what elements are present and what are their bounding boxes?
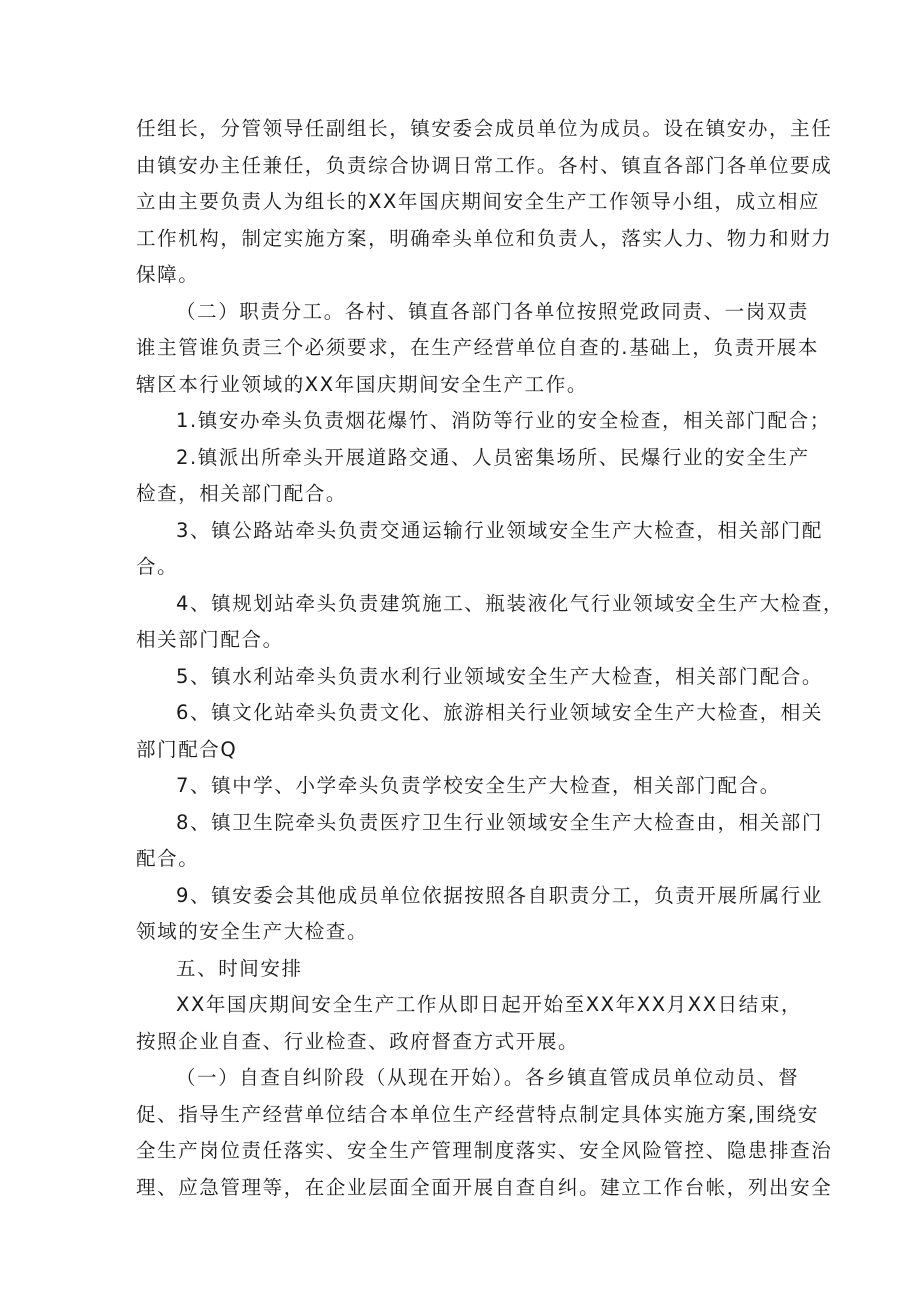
list-item-4 xyxy=(136,586,845,659)
text-line: 领域的安全生产大检查。 xyxy=(136,920,369,943)
text-line: 7、镇中学、小学牵头负责学校安全生产大检查，相关部门配合。 xyxy=(176,774,781,797)
list-item-2 xyxy=(136,440,810,513)
text-line: 促、指导生产经营单位结合本单位生产经营特点制定具体实施方案,围绕安 xyxy=(136,1102,819,1126)
text-line: 6、镇文化站牵头负责文化、旅游相关行业领域安全生产大检查，相关 xyxy=(176,701,824,724)
text-line: 8、镇卫生院牵头负责医疗卫生行业领域安全生产大检查由，相关部门 xyxy=(176,810,824,834)
document-body xyxy=(136,111,845,1206)
list-item-7 xyxy=(136,768,796,805)
text-line: 按照企业自查、行业检查、政府督查方式开展。 xyxy=(136,1029,580,1053)
text-line: 全生产岗位责任落实、安全生产管理制度落实、安全风险管控、隐患排查治 xyxy=(136,1139,833,1162)
text-line: 检查，相关部门配合。 xyxy=(136,482,348,505)
text-line: 辖区本行业领域的XX年国庆期间安全生产工作。 xyxy=(136,372,588,396)
text-line: 部门配合Q xyxy=(136,737,238,761)
paragraph-schedule xyxy=(136,987,803,1060)
text-line: 工作机构，制定实施方案，明确牵头单位和负责人，落实人力、物力和财力 xyxy=(136,226,833,250)
text-line: 3、镇公路站牵头负责交通运输行业领域安全生产大检查，相关部门配 xyxy=(176,518,824,542)
text-line: 4、镇规划站牵头负责建筑施工、瓶装液化气行业领域安全生产大检查， xyxy=(176,591,845,615)
section-heading-schedule xyxy=(136,951,796,988)
paragraph-duty-division xyxy=(136,294,819,404)
text-line: （二）职责分工。各村、镇直各部门各单位按照党政同责、一岗双责 xyxy=(176,299,810,323)
list-item-1 xyxy=(136,403,831,440)
text-line: 立由主要负责人为组长的XX年国庆期间安全生产工作领导小组，成立相应 xyxy=(136,190,821,213)
text-line: 2.镇派出所牵头开展道路交通、人员密集场所、民爆行业的安全生产 xyxy=(176,445,810,469)
text-line: 理、应急管理等，在企业层面全面开展自查自纠。建立工作台帐，列出安全 xyxy=(136,1175,833,1199)
list-item-6 xyxy=(136,695,824,768)
text-line: 合。 xyxy=(136,555,179,578)
text-line: 相关部门配合。 xyxy=(136,628,284,651)
section-heading: 五、时间安排 xyxy=(176,956,303,980)
list-item-9 xyxy=(136,878,824,951)
text-line: （一）自查自纠阶段（从现在开始）。各乡镇直管成员单位动员、督 xyxy=(176,1066,800,1089)
text-line: 5、镇水利站牵头负责水利行业领域安全生产大检查，相关部门配合。 xyxy=(176,664,824,688)
text-line: 配合。 xyxy=(136,847,200,870)
text-line: 由镇安办主任兼任，负责综合协调日常工作。各村、镇直各部门各单位要成 xyxy=(136,153,833,177)
text-line: 1.镇安办牵头负责烟花爆竹、消防等行业的安全检查，相关部门配合； xyxy=(176,409,831,432)
text-line: XX年国庆期间安全生产工作从即日起开始至XX年XX月XX日结束， xyxy=(176,993,803,1016)
paragraph-leading-group xyxy=(136,111,833,294)
list-item-5 xyxy=(136,659,824,696)
text-line: 任组长，分管领导任副组长，镇安委会成员单位为成员。设在镇安办，主任 xyxy=(136,117,833,140)
text-line: 9、镇安委会其他成员单位依据按照各自职责分工，负责开展所属行业 xyxy=(176,883,824,907)
paragraph-self-inspection xyxy=(136,1060,833,1206)
list-item-3 xyxy=(136,513,824,586)
text-line: 保障。 xyxy=(136,263,200,286)
text-line: 谁主管谁负责三个必须要求，在生产经营单位自查的.基础上，负责开展本 xyxy=(136,336,819,359)
list-item-8 xyxy=(136,805,824,878)
